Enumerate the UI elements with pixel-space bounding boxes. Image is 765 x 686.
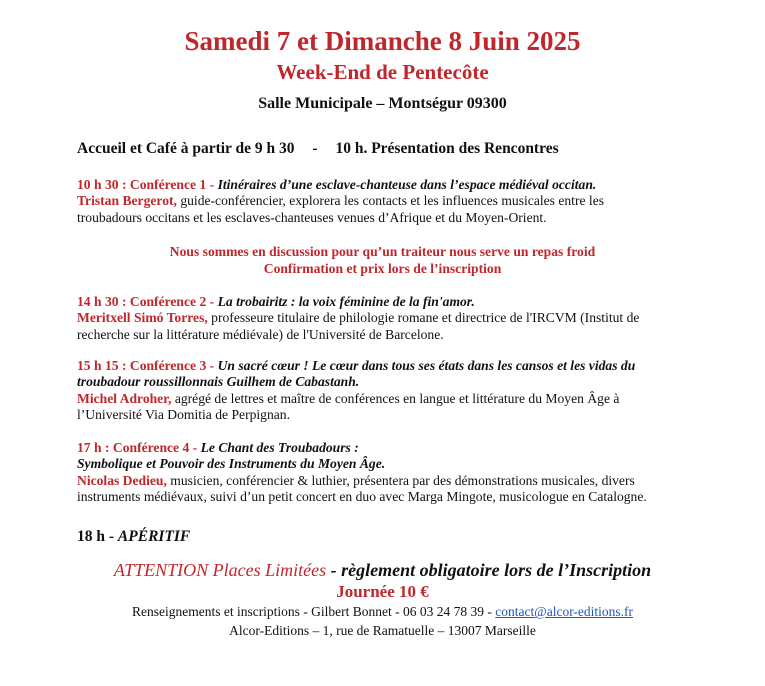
speaker-description: guide-conférencier, explorera les contacts et les influences musicales entre les bbox=[180, 193, 605, 209]
speaker-description: professeure titulaire de philologie romane et directrice de l'IRCVM (Institut de bbox=[211, 310, 640, 326]
conference-title: La trobairitz : la voix féminine de la fin'amor. bbox=[217, 294, 475, 309]
catering-confirmation: Confirmation et prix lors de l’inscription bbox=[263, 261, 502, 276]
conference-title: Un sacré cœur ! Le cœur dans tous ses états dans les cansos et les vidas du bbox=[217, 358, 636, 373]
attention-payment: - règlement obligatoire lors de l’Inscription bbox=[330, 560, 652, 580]
conference-3 bbox=[77, 358, 697, 423]
aperitif-time: 18 h - bbox=[77, 528, 115, 545]
contact-info: Renseignements et inscriptions - Gilbert Bonnet - 06 03 24 78 39 - bbox=[131, 604, 492, 619]
speaker-description: musicien, conférencier & luthier, présentera par des démonstrations musicales, divers bbox=[170, 472, 635, 488]
conference-time: 15 h 15 bbox=[77, 358, 119, 373]
conference-label: : Conférence 4 - bbox=[104, 440, 198, 455]
speaker-description-cont: recherche sur la littérature médiévale) de l'Université de Barcelone. bbox=[77, 326, 444, 342]
contact-email-link[interactable]: contact@alcor-editions.fr bbox=[495, 604, 634, 619]
day-price: Journée 10 € bbox=[336, 582, 429, 601]
attention-line bbox=[0, 560, 765, 581]
attention-limited-places: ATTENTION Places Limitées bbox=[113, 560, 327, 580]
contact-line bbox=[0, 604, 765, 620]
speaker-description: agrégé de lettres et maître de conférences en langue et littérature du Moyen Âge à bbox=[174, 390, 620, 406]
conference-label: : Conférence 2 - bbox=[121, 294, 215, 309]
aperitif-label: APÉRITIF bbox=[117, 528, 191, 545]
conference-time: 17 h bbox=[77, 440, 102, 455]
event-date-title: Samedi 7 et Dimanche 8 Juin 2025 bbox=[184, 26, 581, 56]
aperitif-line bbox=[77, 528, 190, 546]
welcome-presentation: 10 h. Présentation des Rencontres bbox=[335, 140, 559, 157]
conference-label: : Conférence 1 - bbox=[121, 177, 215, 192]
event-subtitle: Week-End de Pentecôte bbox=[276, 60, 489, 84]
publisher-address: Alcor-Editions – 1, rue de Ramatuelle – 13007 Marseille bbox=[229, 623, 536, 638]
speaker-name: Tristan Bergerot, bbox=[77, 193, 177, 209]
speaker-description-cont: instruments médiévaux, suivi d’un petit concert en duo avec Marga Mingote, musicologue en Catalogne. bbox=[77, 488, 647, 504]
catering-notice: Nous sommes en discussion pour qu’un traiteur nous serve un repas froid bbox=[169, 244, 596, 259]
speaker-name: Michel Adroher, bbox=[77, 390, 172, 406]
speaker-name: Nicolas Dedieu, bbox=[77, 472, 167, 488]
conference-title-cont: troubadour roussillonnais Guilhem de Cabastanh. bbox=[77, 374, 360, 390]
conference-2 bbox=[77, 294, 697, 343]
conference-title-cont: Symbolique et Pouvoir des Instruments du Moyen Âge. bbox=[77, 456, 386, 472]
conference-4 bbox=[77, 440, 697, 505]
conference-time: 14 h 30 bbox=[77, 294, 119, 309]
welcome-separator: - bbox=[312, 140, 318, 157]
conference-label: : Conférence 3 - bbox=[121, 358, 215, 373]
speaker-description-cont: l’Université Via Domitia de Perpignan. bbox=[77, 406, 290, 422]
conference-time: 10 h 30 bbox=[77, 177, 119, 192]
conference-1 bbox=[77, 177, 697, 226]
speaker-name: Meritxell Simó Torres, bbox=[77, 310, 208, 326]
welcome-line bbox=[77, 140, 559, 158]
speaker-description-cont: troubadours occitans et les esclaves-chanteuses venues d’Afrique et du Moyen-Orient. bbox=[77, 209, 547, 225]
conference-title: Itinéraires d’une esclave-chanteuse dans l’espace médiéval occitan. bbox=[217, 177, 597, 192]
conference-title: Le Chant des Troubadours : bbox=[200, 440, 359, 455]
welcome-coffee: Accueil et Café à partir de 9 h 30 bbox=[77, 140, 295, 157]
event-venue: Salle Municipale – Montségur 09300 bbox=[258, 95, 507, 112]
